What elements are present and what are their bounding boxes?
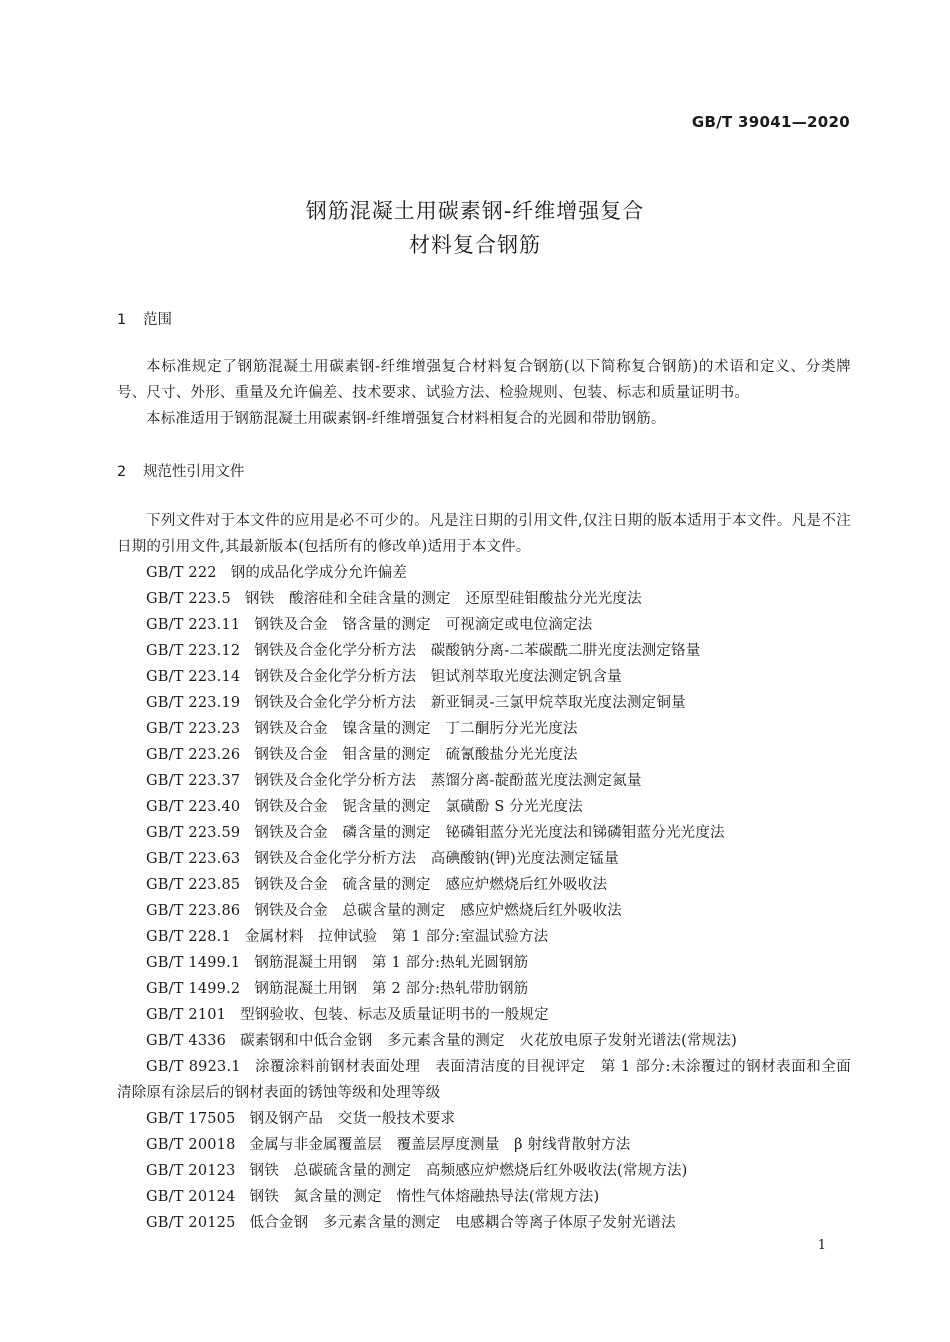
reference-title: 钢铁及合金 硫含量的测定 感应炉燃烧后红外吸收法: [254, 877, 608, 893]
reference-code: GB/T 223.26: [146, 747, 241, 763]
reference-item: [117, 1210, 851, 1236]
reference-item: [117, 898, 851, 924]
reference-title: 钢铁及合金 总碳含量的测定 感应炉燃烧后红外吸收法: [254, 903, 622, 919]
reference-item: [117, 1132, 851, 1158]
reference-item: [117, 690, 851, 716]
section-1-heading: [117, 308, 172, 329]
reference-title: 低合金钢 多元素含量的测定 电感耦合等离子体原子发射光谱法: [249, 1215, 676, 1231]
page-number: 1: [817, 1238, 826, 1253]
reference-item: [117, 664, 851, 690]
reference-code: GB/T 223.14: [146, 669, 241, 685]
section-2-heading: [117, 460, 245, 481]
reference-title: 钢铁 总碳硫含量的测定 高频感应炉燃烧后红外吸收法(常规方法): [249, 1163, 688, 1179]
reference-code: GB/T 1499.2: [146, 981, 241, 997]
reference-item: [117, 1028, 851, 1054]
reference-code: GB/T 17505: [146, 1111, 236, 1127]
reference-code: GB/T 2101: [146, 1007, 227, 1023]
section-2-number: 2: [117, 464, 127, 480]
reference-title: 钢的成品化学成分允许偏差: [230, 565, 408, 581]
reference-title: 钢铁及合金化学分析方法 新亚铜灵-三氯甲烷萃取光度法测定铜量: [254, 695, 686, 711]
reference-code: GB/T 222: [146, 565, 217, 581]
reference-title: 钢铁及合金化学分析方法 高碘酸钠(钾)光度法测定锰量: [254, 851, 619, 867]
reference-code: GB/T 223.19: [146, 695, 241, 711]
reference-title: 钢铁及合金 钼含量的测定 硫氰酸盐分光光度法: [254, 747, 578, 763]
reference-code: GB/T 223.86: [146, 903, 241, 919]
reference-title: 钢及钢产品 交货一般技术要求: [249, 1111, 456, 1127]
reference-title: 金属与非金属覆盖层 覆盖层厚度测量 β 射线背散射方法: [249, 1137, 631, 1153]
reference-title: 钢铁及合金化学分析方法 钽试剂萃取光度法测定钒含量: [254, 669, 622, 685]
reference-title: 金属材料 拉伸试验 第 1 部分:室温试验方法: [244, 929, 549, 945]
reference-title: 钢铁 酸溶硅和全硅含量的测定 还原型硅钼酸盐分光光度法: [244, 591, 642, 607]
document-title-line-2: 材料复合钢筋: [409, 233, 541, 257]
reference-item: [117, 846, 851, 872]
reference-title: 钢筋混凝土用钢 第 1 部分:热轧光圆钢筋: [254, 955, 529, 971]
reference-item: [117, 924, 851, 950]
reference-title: 碳素钢和中低合金钢 多元素含量的测定 火花放电原子发射光谱法(常规法): [240, 1033, 737, 1049]
document-title: [0, 194, 950, 262]
section-2-intro-paragraph: 下列文件对于本文件的应用是必不可少的。凡是注日期的引用文件,仅注日期的版本适用于本文件。凡是不注日期的引用文件,其最新版本(包括所有的修改单)适用于本文件。: [117, 513, 851, 555]
reference-code: GB/T 223.12: [146, 643, 241, 659]
reference-code: GB/T 228.1: [146, 929, 231, 945]
reference-code: GB/T 223.59: [146, 825, 241, 841]
reference-code: GB/T 20123: [146, 1163, 236, 1179]
section-1-paragraph: 本标准适用于钢筋混凝土用碳素钢-纤维增强复合材料相复合的光圆和带肋钢筋。: [146, 411, 666, 427]
reference-item: [117, 1002, 851, 1028]
section-1-title: 范围: [143, 312, 172, 328]
reference-item: [117, 716, 851, 742]
reference-item: [117, 1158, 851, 1184]
reference-title: 钢铁及合金 铌含量的测定 氯磺酚 S 分光光度法: [254, 799, 583, 815]
reference-item: [117, 976, 851, 1002]
reference-code: GB/T 223.23: [146, 721, 241, 737]
reference-title: 型钢验收、包装、标志及质量证明书的一般规定: [240, 1007, 549, 1023]
reference-item: [117, 1054, 851, 1106]
reference-code: GB/T 223.11: [146, 617, 241, 633]
section-1-body: [117, 354, 851, 432]
reference-item: [117, 1106, 851, 1132]
reference-item: [117, 950, 851, 976]
reference-item: [117, 768, 851, 794]
reference-code: GB/T 223.5: [146, 591, 231, 607]
document-title-line-1: 钢筋混凝土用碳素钢-纤维增强复合: [305, 199, 645, 223]
reference-code: GB/T 223.85: [146, 877, 241, 893]
reference-code: GB/T 4336: [146, 1033, 227, 1049]
reference-item: [117, 612, 851, 638]
section-1-number: 1: [117, 312, 127, 328]
reference-title: 钢铁 氮含量的测定 惰性气体熔融热导法(常规方法): [249, 1189, 600, 1205]
reference-item: [117, 560, 851, 586]
reference-code: GB/T 223.40: [146, 799, 241, 815]
reference-item: [117, 794, 851, 820]
reference-title: 钢铁及合金 铬含量的测定 可视滴定或电位滴定法: [254, 617, 593, 633]
reference-title: 钢铁及合金化学分析方法 蒸馏分离-靛酚蓝光度法测定氮量: [254, 773, 642, 789]
reference-code: GB/T 1499.1: [146, 955, 241, 971]
standard-number: GB/T 39041—2020: [691, 113, 850, 131]
reference-code: GB/T 20018: [146, 1137, 236, 1153]
section-2-title: 规范性引用文件: [143, 464, 245, 480]
reference-item: [117, 638, 851, 664]
reference-title: 涂覆涂料前钢材表面处理 表面清洁度的目视评定 第 1 部分:未涂覆过的钢材表面和全面清除原有涂层后的钢材表面的锈蚀等级和处理等级: [117, 1059, 851, 1101]
reference-item: [117, 586, 851, 612]
reference-code: GB/T 20125: [146, 1215, 236, 1231]
reference-code: GB/T 223.63: [146, 851, 241, 867]
reference-title: 钢筋混凝土用钢 第 2 部分:热轧带肋钢筋: [254, 981, 529, 997]
reference-title: 钢铁及合金 镍含量的测定 丁二酮肟分光光度法: [254, 721, 578, 737]
reference-item: [117, 742, 851, 768]
section-1-paragraph: 本标准规定了钢筋混凝土用碳素钢-纤维增强复合材料复合钢筋(以下简称复合钢筋)的术语和定义、分类牌号、尺寸、外形、重量及允许偏差、技术要求、试验方法、检验规则、包装、标志和质量证明书。: [117, 359, 851, 401]
reference-item: [117, 872, 851, 898]
reference-item: [117, 820, 851, 846]
reference-title: 钢铁及合金化学分析方法 碳酸钠分离-二苯碳酰二肼光度法测定铬量: [254, 643, 701, 659]
reference-code: GB/T 8923.1: [146, 1059, 241, 1075]
section-2-intro: [117, 508, 851, 560]
reference-list: [117, 560, 851, 1236]
reference-code: GB/T 223.37: [146, 773, 241, 789]
reference-item: [117, 1184, 851, 1210]
reference-code: GB/T 20124: [146, 1189, 236, 1205]
reference-title: 钢铁及合金 磷含量的测定 铋磷钼蓝分光光度法和锑磷钼蓝分光光度法: [254, 825, 725, 841]
